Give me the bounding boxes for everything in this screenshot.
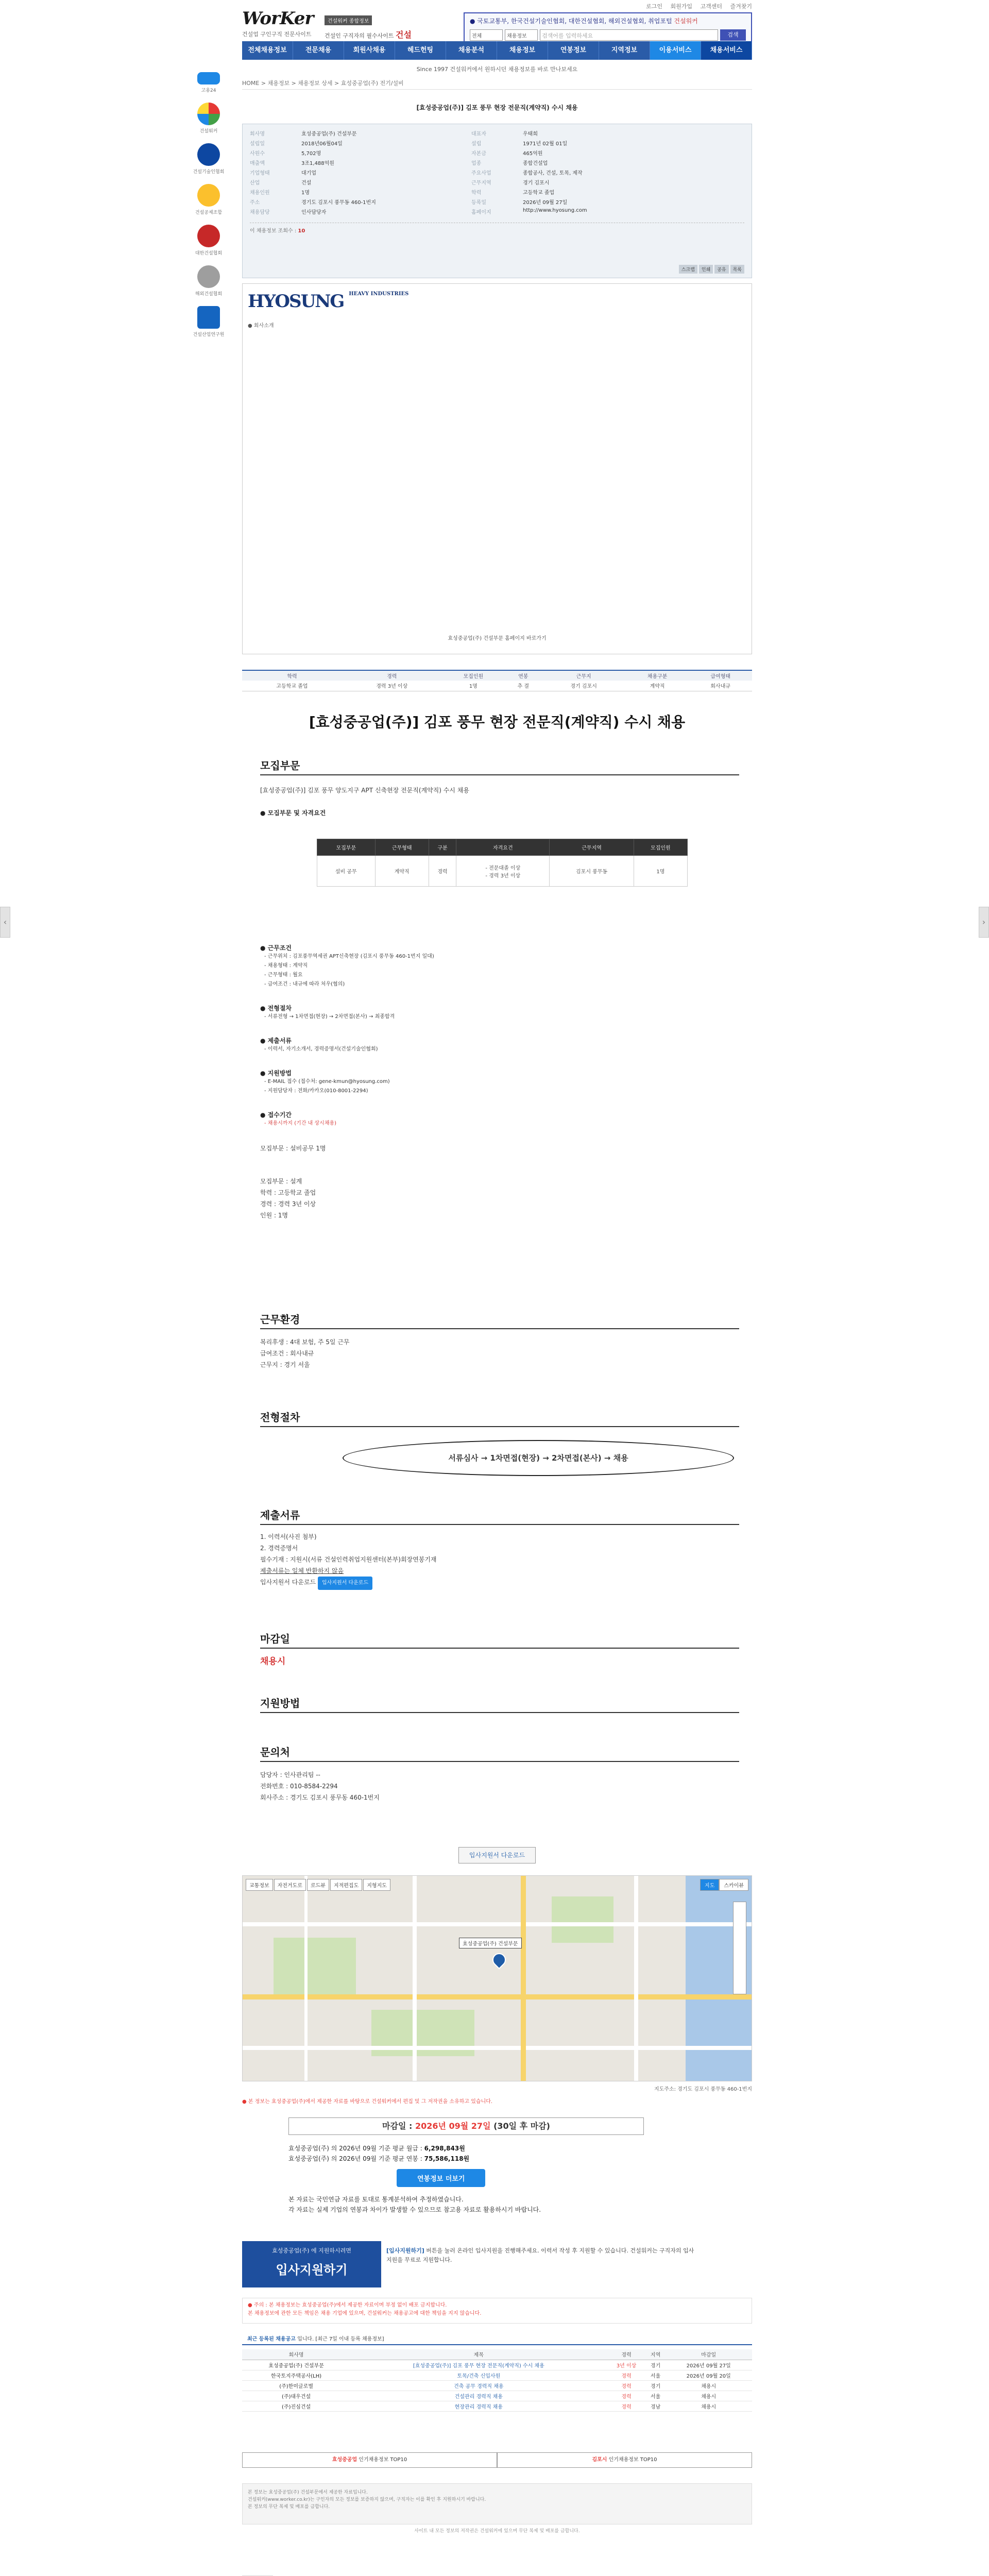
summary-value: 1명: [442, 681, 505, 691]
recruit-note: 모집부문 : 설비공무 1명: [260, 1145, 326, 1152]
doc-line: 필수기재 : 지원시(서류 건설인력취업지원센터(본부)회장연봉기재: [260, 1556, 437, 1563]
post-title: [효성중공업(주)] 김포 풍무 현장 전문직(계약직) 수시 채용: [309, 714, 686, 731]
detail-line: - 서류전형 → 1차면접(현장) → 2차면접(본사) → 최종합격: [264, 1014, 395, 1020]
map-tool-cadastral[interactable]: 지적편집도: [330, 1879, 362, 1891]
info-value: 인사담당자: [301, 210, 327, 215]
info-key: 채용인원: [250, 190, 270, 196]
apply-banner: [242, 2236, 752, 2287]
summary-value: 회사내규: [689, 681, 752, 691]
nav-item-member[interactable]: 회원사채용: [344, 41, 395, 60]
list-cell: 3년 이상: [607, 2360, 645, 2370]
info-footer: 이 채용정보 조회수 : 10: [250, 223, 744, 234]
req-header: 근무형태: [375, 839, 429, 856]
rail-item-cerik[interactable]: 건설산업연구원: [183, 306, 234, 337]
info-value: 465억원: [523, 151, 543, 157]
map-type-map[interactable]: 지도: [700, 1879, 719, 1891]
apply-method-section: [260, 1695, 739, 1713]
rail-item-work24[interactable]: 고용24: [183, 72, 234, 93]
recruit-summary-line: 인원 : 1명: [260, 1212, 288, 1219]
company-image-caption[interactable]: 효성중공업(주) 건설부문 홈페이지 바로가기: [448, 636, 547, 641]
company-intro-link[interactable]: ● 회사소개: [248, 323, 274, 329]
work-env-line: 복리후생 : 4대 보험, 주 5일 근무: [260, 1338, 350, 1346]
salary-note: 본 자료는 국민연금 자료를 토대로 통계분석하여 추정하였습니다.: [288, 2196, 464, 2203]
info-value: 2026년 09월 27일: [523, 200, 568, 206]
info-value: 효성중공업(주) 건설부문: [301, 131, 357, 137]
list-header: 지역: [646, 2349, 666, 2360]
prev-arrow[interactable]: ‹: [0, 907, 10, 938]
map-type-toggle: [700, 1879, 748, 1891]
detail-line: - 채용형태 : 계약직: [264, 963, 308, 969]
ad-block: [242, 2571, 752, 2576]
recruit-section: [260, 757, 739, 1221]
recruit-summary-line: 경력 : 경력 3년 이상: [260, 1200, 316, 1208]
search-notice[interactable]: ● 국토교통부, 한국건설기술인협회, 대한건설협회, 해외건설협회, 취업포털 건설워커: [470, 18, 698, 25]
list-cell: 경기: [646, 2360, 666, 2370]
info-key: 사원수: [250, 151, 265, 157]
salary-more-button[interactable]: 연봉정보 더보기: [397, 2169, 485, 2187]
info-value: 대기업: [301, 171, 316, 176]
contact-line: 전화번호 : 010-8584-2294: [260, 1783, 338, 1790]
info-key: 자본금: [471, 151, 486, 157]
list-cell: 2026년 09월 20일: [665, 2370, 752, 2380]
detail-block: [260, 943, 739, 989]
info-key: 설립일: [250, 141, 265, 147]
info-key: 근무지역: [471, 180, 491, 186]
summary-value: 계약직: [626, 681, 689, 691]
list-cell: 채용시: [665, 2391, 752, 2401]
documents-heading: 제출서류: [260, 1507, 739, 1525]
next-arrow[interactable]: ›: [979, 907, 989, 938]
info-buttons: [679, 265, 744, 274]
info-value: 3조1,488억원: [301, 161, 334, 166]
left-rail: [183, 72, 234, 347]
contact-line: 회사주소 : 경기도 김포시 풍무동 460-1번지: [260, 1794, 380, 1801]
rail-item-icak[interactable]: 해외건설협회: [183, 265, 234, 297]
info-value: 고등학교 졸업: [523, 190, 555, 196]
list-cell: (주)한미글로벌: [242, 2380, 350, 2391]
apply-center-area: [242, 1847, 752, 1865]
detail-heading: ● 접수기간: [260, 1111, 292, 1118]
req-cell: 경력: [429, 856, 456, 887]
cerik-icon: [197, 306, 220, 329]
list-cell: 서울: [646, 2370, 666, 2380]
detail-heading: ● 근무조건: [260, 944, 292, 952]
download-form-button[interactable]: 입사지원서 다운로드: [318, 1577, 372, 1590]
top-link-bookmark[interactable]: 즐겨찾기: [730, 3, 752, 10]
detail-line: - 채용시까지 (기간 내 상시채용): [264, 1121, 337, 1126]
top-link-help[interactable]: 고객센터: [700, 3, 722, 10]
process-flow: 서류심사 → 1차면접(현장) → 2차면접(본사) → 채용: [343, 1440, 734, 1476]
job-summary-table: [242, 670, 752, 693]
doc-line: 2. 경력증명서: [260, 1545, 298, 1552]
ad-item[interactable]: [242, 2571, 752, 2576]
summary-value: 추 결: [505, 681, 541, 691]
summary-value: 경기 김포시: [542, 681, 626, 691]
recent-jobs-table: [242, 2349, 752, 2432]
breadcrumb: HOME > 채용정보 > 채용정보 상세 > 효성중공업(주) 전기/설비: [242, 77, 752, 90]
recruit-details: [260, 943, 739, 1128]
detail-line: - 근무위치 : 김포풍무역세권 APT신축현장 (김포시 풍무동 460-1번지 일대): [264, 954, 434, 959]
info-value: 경기 김포시: [523, 180, 550, 186]
recruit-heading: 모집부문: [260, 757, 739, 775]
map-pin-icon[interactable]: [490, 1951, 509, 1970]
nav-item-recruit-service[interactable]: 채용서비스: [701, 41, 752, 60]
nav-item-pro[interactable]: 전문채용: [293, 41, 344, 60]
site-logo[interactable]: [242, 8, 319, 39]
summary-header: 연봉: [505, 670, 541, 681]
map-zoom-control[interactable]: [733, 1902, 746, 1994]
recruit-summary-line: 모집부문 : 설계: [260, 1178, 302, 1185]
worker-icon: [197, 103, 220, 125]
map-tool-bicycle[interactable]: 자전거도로: [274, 1879, 306, 1891]
info-key: 설립: [471, 141, 482, 147]
info-value: 종합공사, 건설, 토목, 제작: [523, 171, 583, 176]
req-cell: 계약직: [375, 856, 429, 887]
doc-line: 제출서류는 일체 반환하지 않음: [260, 1567, 344, 1574]
apply-method-heading: 지원방법: [260, 1695, 739, 1713]
list-header: 제목: [350, 2349, 607, 2360]
list-header: 마감일: [665, 2349, 752, 2360]
detail-block: [260, 1036, 739, 1054]
map-address: 지도주소: 경기도 김포시 풍무동 460-1번지: [654, 2087, 752, 2092]
hyosung-logo: HYOSUNG $^{HEAVY INDUSTRIES}$: [248, 291, 409, 312]
req-header: 구분: [429, 839, 456, 856]
detail-block: [260, 1004, 739, 1022]
search-input[interactable]: 검색어를 입력하세요: [540, 29, 718, 41]
recruit-intro: [효성중공업(주)] 김포 풍무 양도지구 APT 신축현장 전문직(계약직) 수시 채용: [260, 787, 469, 794]
deadline-box: 마감일 : 2026년 09월 27일 (30일 후 마감): [288, 2117, 644, 2135]
print-button[interactable]: 인쇄: [699, 265, 713, 274]
summary-value: 고등학교 졸업: [242, 681, 342, 691]
related-company-top10[interactable]: 효성중공업 인기채용정보 TOP10: [242, 2452, 497, 2468]
info-value: 5,702명: [301, 151, 321, 157]
rail-item-cgbest[interactable]: 건설공제조합: [183, 184, 234, 215]
list-cell: 채용시: [665, 2380, 752, 2391]
list-header: 회사명: [242, 2349, 350, 2360]
detail-heading: ● 제출서류: [260, 1037, 292, 1044]
list-cell: 경남: [646, 2401, 666, 2411]
deadline-section: [260, 1631, 739, 1667]
list-cell: 경력: [607, 2380, 645, 2391]
top-links: [640, 2, 752, 10]
top-link-login[interactable]: 로그인: [646, 3, 662, 10]
info-key: 기업형태: [250, 171, 270, 176]
site-header: [242, 0, 752, 62]
info-key: 홈페이지: [471, 210, 491, 215]
scrap-button[interactable]: 스크랩: [679, 265, 697, 274]
search-button[interactable]: 검색: [720, 29, 746, 41]
location-map[interactable]: [242, 1875, 752, 2081]
summary-header: 급여형태: [689, 670, 752, 681]
contact-line: 담당자 : 인사관리팀 --: [260, 1771, 320, 1778]
nav-item-jobs[interactable]: 채용정보: [497, 41, 548, 60]
list-cell: 효성중공업(주) 건설부문: [242, 2360, 350, 2370]
ad-strip[interactable]: Since 1997 건설워커에서 원하시던 채용정보를 바로 만나보세요: [416, 66, 578, 73]
related-region-top10[interactable]: 김포시 인기채용정보 TOP10: [497, 2452, 752, 2468]
main-nav: [242, 41, 752, 60]
detail-line: - 이력서, 자기소개서, 경력증명서(건설기술인협회): [264, 1046, 378, 1052]
req-header: 자격요건: [456, 839, 550, 856]
info-key: 업종: [471, 161, 482, 166]
list-cell: 서울: [646, 2391, 666, 2401]
logo-text: WorKer: [242, 8, 314, 29]
copyright-notice: ● 본 정보는 효성중공업(주)에서 제공한 자료를 바탕으로 건설워커에서 편집 및 그 저작권을 소유하고 있습니다.: [242, 2099, 493, 2105]
table-row[interactable]: [242, 2370, 752, 2380]
nav-item-headhunt[interactable]: 헤드헌팅: [395, 41, 446, 60]
list-header: 경력: [607, 2349, 645, 2360]
map-type-sky[interactable]: 스카이뷰: [719, 1879, 748, 1891]
list-cell: 경력: [607, 2370, 645, 2380]
list-cell: 건설관리 경력직 채용: [350, 2391, 607, 2401]
rail-item-cak[interactable]: 대한건설협회: [183, 225, 234, 256]
cak-icon: [197, 225, 220, 247]
mini-copyright: 사이트 내 모든 정보의 저작권은 건설워커에 있으며 무단 복제 및 배포를 금합니다.: [414, 2529, 580, 2534]
info-key: 채용담당: [250, 210, 270, 215]
avg-monthly-salary: 효성중공업(주) 의 2026년 09월 기준 평균 월급 : 6,298,843원: [288, 2145, 465, 2152]
search-type-select[interactable]: 채용정보: [505, 29, 538, 41]
list-cell: 토목/건축 신입사원: [350, 2370, 607, 2380]
recruit-summary-line: 학력 : 고등학교 졸업: [260, 1189, 316, 1196]
rail-item-worker[interactable]: 건설워커: [183, 103, 234, 134]
search-category-select[interactable]: 전체: [470, 29, 503, 41]
related-bar: [242, 2452, 752, 2468]
nav-item-service[interactable]: 이용서비스: [650, 41, 701, 60]
work-env-line: 근무지 : 경기 서울: [260, 1361, 310, 1368]
list-cell: 경기: [646, 2380, 666, 2391]
info-key: 주요사업: [471, 171, 491, 176]
icak-icon: [197, 265, 220, 288]
summary-value: 경력 3년 이상: [342, 681, 442, 691]
nav-item-salary[interactable]: 연봉정보: [548, 41, 599, 60]
kocea-icon: [197, 143, 220, 166]
footer-note: 본 정보는 효성중공업(주) 건설부문에서 제공한 자료입니다. 건설워커(www.worker.co.kr)는 구인자의 모든 정보를 보증하지 않으며, 구직자는 이를 확인 후 지원하시기 바랍니다. 본 정보의 무단 복제 및 배포를 금합니다.: [242, 2483, 752, 2524]
list-cell: 현장관리 경력직 채용: [350, 2401, 607, 2411]
list-cell: 건축 공무 경력직 채용: [350, 2380, 607, 2391]
detail-line: - 근무형태 : 월요: [264, 972, 303, 978]
documents-section: [260, 1507, 739, 1590]
job-head-title: [효성중공업(주)] 김포 풍무 현장 전문직(계약직) 수시 채용: [416, 104, 578, 111]
work-env-section: [260, 1311, 739, 1370]
company-info-panel: [242, 124, 752, 278]
info-key: 회사명: [250, 131, 265, 137]
info-key: 학력: [471, 190, 482, 196]
work-env-line: 급여조건 : 회사내규: [260, 1350, 314, 1357]
summary-header: 경력: [342, 670, 442, 681]
process-heading: 전형절차: [260, 1409, 739, 1427]
contact-heading: 문의처: [260, 1744, 739, 1762]
detail-line: - 지원담당자 : 전화/카카오(010-8001-2294): [264, 1088, 368, 1094]
info-value: 2018년06월04일: [301, 141, 343, 147]
map-tool-roadview[interactable]: 로드뷰: [307, 1879, 329, 1891]
recruit-summary: [260, 1176, 739, 1221]
list-cell: 경력: [607, 2391, 645, 2401]
deadline-heading: 마감일: [260, 1631, 739, 1649]
req-header: 모집인원: [634, 839, 687, 856]
logo-subtitle: 건설업 구인구직 전문사이트: [242, 31, 312, 38]
list-cell: (주)대우건설: [242, 2391, 350, 2401]
warning-box: ● 주의 : 본 채용정보는 효성중공업(주)에서 제공한 자료이며 부정 없이 배포 금지합니다. 본 채용정보에 관한 모든 책임은 채용 기업에 있으며, 건설워커는 채용공고에 대한 책임을 지지 않습니다.: [242, 2298, 752, 2324]
map-tool-terrain[interactable]: 지형지도: [363, 1879, 390, 1891]
table-row[interactable]: [242, 2391, 752, 2401]
list-cell: 한국토지주택공사(LH): [242, 2370, 350, 2380]
list-button[interactable]: 목록: [730, 265, 744, 274]
req-cell: 설비 공무: [317, 856, 376, 887]
nav-item-analysis[interactable]: 채용분석: [446, 41, 497, 60]
req-cell: 1명: [634, 856, 687, 887]
map-tool-traffic[interactable]: 교통정보: [246, 1879, 273, 1891]
top-link-signup[interactable]: 회원가입: [670, 3, 692, 10]
info-value: 1971년 02월 01일: [523, 141, 568, 147]
detail-block: [260, 1069, 739, 1096]
list-cell: [효성중공업(주)] 김포 풍무 현장 전문직(계약직) 수시 채용: [350, 2360, 607, 2370]
recent-jobs-tab[interactable]: 최근 등록된 채용공고 입니다. [최근 7일 이내 등록 채용정보]: [242, 2334, 752, 2345]
apply-description: [입사지원하기] 버튼을 눌러 온라인 입사지원을 진행해주세요. 이력서 작성 후 지원할 수 있습니다. 건설워커는 구직자의 입사지원을 무료로 지원합니다.: [386, 2247, 694, 2263]
map-marker-label: 효성중공업(주) 건설부문: [459, 1938, 522, 1948]
table-row[interactable]: [242, 2360, 752, 2370]
nav-item-region[interactable]: 지역정보: [599, 41, 650, 60]
work24-icon: [197, 72, 220, 84]
req-header: 근무지역: [550, 839, 634, 856]
cg-icon: [197, 184, 220, 207]
detail-heading: ● 전형절차: [260, 1005, 292, 1012]
doc-line: 1. 이력서(사진 첨부): [260, 1533, 317, 1540]
info-key: 산업: [250, 180, 260, 186]
salary-box: [288, 2143, 644, 2215]
detail-line: - E-MAIL 접수 (접수처: gene-kmun@hyosung.com): [264, 1079, 390, 1084]
req-cell: 김포시 풍무동: [550, 856, 634, 887]
info-value: 1명: [301, 190, 310, 196]
detail-block: [260, 1110, 739, 1128]
info-value[interactable]: http://www.hyosung.com: [523, 208, 587, 213]
doc-line: 입사지원서 다운로드 입사지원서 다운로드: [260, 1577, 739, 1590]
avg-annual-salary: 효성중공업(주) 의 2026년 09월 기준 평균 연봉 : 75,586,118원: [288, 2155, 470, 2162]
list-cell: 2026년 09월 27일: [665, 2360, 752, 2370]
detail-line: - 급여조건 : 내규에 따라 처우(협의): [264, 981, 345, 987]
req-cell: - 전문대졸 이상 - 경력 3년 이상: [456, 856, 550, 887]
header-mid-text: 건설인 구직자의 필수사이트 건설: [325, 30, 412, 40]
list-cell: 경력: [607, 2401, 645, 2411]
req-header: 모집부문: [317, 839, 376, 856]
apply-now-button[interactable]: 효성중공업(주) 에 지원하시려면 입사지원하기: [242, 2241, 381, 2287]
info-key: 등록일: [471, 200, 486, 206]
map-tools: [246, 1879, 390, 1891]
info-key: 대표자: [471, 131, 486, 137]
info-key: 매출액: [250, 161, 265, 166]
list-cell: (주)진심건설: [242, 2401, 350, 2411]
company-info-grid: [250, 129, 744, 215]
nav-item-all[interactable]: 전체채용정보: [242, 41, 293, 60]
summary-header: 모집인원: [442, 670, 505, 681]
summary-header: 학력: [242, 670, 342, 681]
download-form-center-button[interactable]: 입사지원서 다운로드: [458, 1847, 536, 1863]
header-tag: 건설워커 종합정보: [325, 15, 372, 25]
table-row[interactable]: [242, 2380, 752, 2391]
deadline-value: 채용시: [260, 1656, 286, 1667]
detail-heading: ● 지원방법: [260, 1070, 292, 1077]
company-image[interactable]: [242, 283, 752, 654]
work-env-heading: 근무환경: [260, 1311, 739, 1329]
recruit-sub: ● 모집부문 및 자격요건: [260, 809, 326, 817]
list-cell: 채용시: [665, 2401, 752, 2411]
summary-header: 근무지: [542, 670, 626, 681]
contact-section: [260, 1744, 739, 1803]
info-value: 경기도 김포시 풍무동 460-1번지: [301, 200, 376, 206]
table-row[interactable]: [242, 2401, 752, 2411]
requirement-table: [317, 839, 688, 887]
info-value: 종합건설업: [523, 161, 548, 166]
salary-note: 각 자료는 실제 기업의 연봉과 차이가 발생할 수 있으므로 참고용 자료로 활용하시기 바랍니다.: [288, 2206, 541, 2213]
rail-item-kocea[interactable]: 건설기술인협회: [183, 143, 234, 175]
info-key: 주소: [250, 200, 260, 206]
share-button[interactable]: 공유: [714, 265, 728, 274]
info-value: 우태희: [523, 131, 538, 137]
process-section: [260, 1409, 739, 1481]
info-value: 건설: [301, 180, 312, 186]
summary-header: 채용구분: [626, 670, 689, 681]
